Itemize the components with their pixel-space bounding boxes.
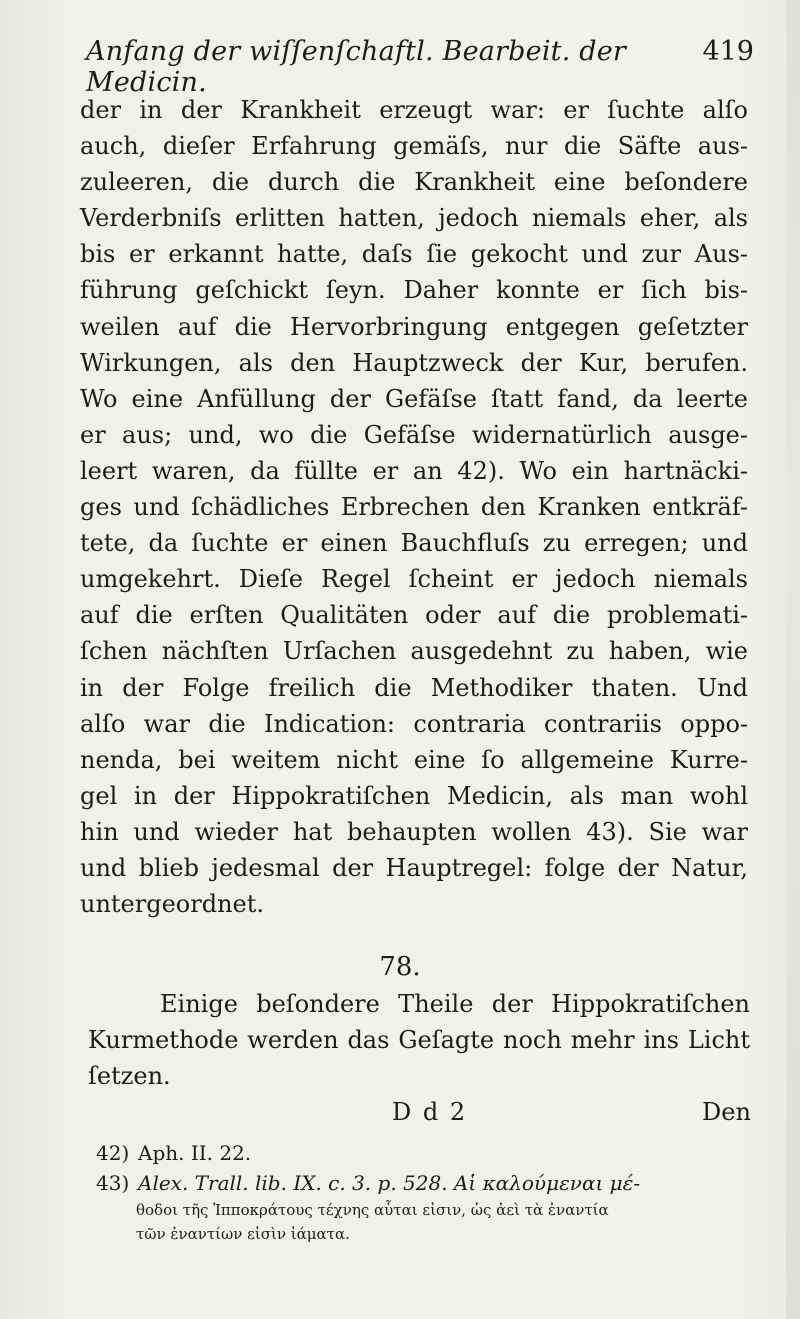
section-number: 78. [379,952,421,982]
footnote [96,1168,764,1198]
text-line: hin und wieder hat behaupten wollen 43). Sie war [80,817,748,846]
text-line: er aus; und, wo die Gefäſse widernatürlich ausge- [80,420,748,449]
section-paragraph [88,986,750,1094]
text-line: zuleeren, die durch die Krankheit eine beſondere [80,168,748,197]
text-line: Verderbniſs erlitten hatten, jedoch niemals eher, als [80,204,748,233]
text-line: in der Folge freilich die Methodiker thaten. Und [80,673,748,702]
text-line: weilen auf die Hervorbringung entgegen geſetzter [80,312,748,341]
text-line: nenda, bei weitem nicht eine ſo allgemeine Kurre- [80,745,748,774]
footnote-greek-line: θοδοι τῆς Ἱπποκράτους τέχνης αὗται εἰσιν, ὡς ἀεὶ τὰ ἐναντία [136,1201,609,1219]
text-line: tete, da ſuchte er einen Bauchfluſs zu erregen; und [80,529,748,558]
footnote-text: Aph. II. 22. [138,1141,252,1165]
text-line: auf die erſten Qualitäten oder auf die problemati- [80,601,748,630]
page-number: 419 [702,36,754,67]
catchword: Den [702,1098,751,1126]
footnote-greek-line: τῶν ἐναντίων εἰσὶν ἰάματα. [136,1225,350,1243]
text-line: Wirkungen, als den Hauptzweck der Kur, berufen. [80,348,748,377]
footnote-number: 42) [96,1141,130,1165]
footnote-number: 43) [96,1171,130,1195]
running-title: Anfang der wiſſenſchaftl. Bearbeit. der Medicin. [86,36,627,98]
footnote-text: Alex. Trall. lib. IX. c. 3. p. 528. Αἱ καλούμεναι μέ- [138,1171,641,1195]
page-header [86,36,754,98]
text-line: alſo war die Indication: contraria contrariis oppo- [80,709,748,738]
text-line: Wo eine Anfüllung der Gefäſse ſtatt fand, da leerte [80,384,748,413]
text-line: und blieb jedesmal der Hauptregel: folge der Natur, [80,853,748,882]
footnote [96,1138,764,1168]
text-line: Kurmethode werden das Geſagte noch mehr ins Licht [88,1026,750,1055]
printer-signature: D d 2 [392,1098,468,1126]
text-line: bis er erkannt hatte, daſs ſie gekocht und zur Aus- [80,240,748,269]
text-line: ſetzen. [88,1062,171,1091]
text-line: führung geſchickt ſeyn. Daher konnte er ſich bis- [80,276,748,305]
text-line: auch, dieſer Erfahrung gemäſs, nur die Säfte aus- [80,132,748,161]
footnotes [96,1138,764,1246]
page-edge-shadow [786,0,800,1319]
text-line: leert waren, da füllte er an 42). Wo ein hartnäcki- [80,456,748,485]
text-line: Einige beſondere Theile der Hippokratiſchen [160,990,750,1018]
text-line: ſchen nächſten Urſachen ausgedehnt zu haben, wie [80,637,748,666]
text-line: untergeordnet. [80,890,265,919]
main-paragraph [80,92,748,922]
text-line: umgekehrt. Dieſe Regel ſcheint er jedoch niemals [80,565,748,594]
text-line: ges und ſchädliches Erbrechen den Kranken entkräf- [80,493,748,522]
text-line: der in der Krankheit erzeugt war: er ſuchte alſo [80,96,748,124]
text-line: gel in der Hippokratiſchen Medicin, als man wohl [80,781,748,810]
